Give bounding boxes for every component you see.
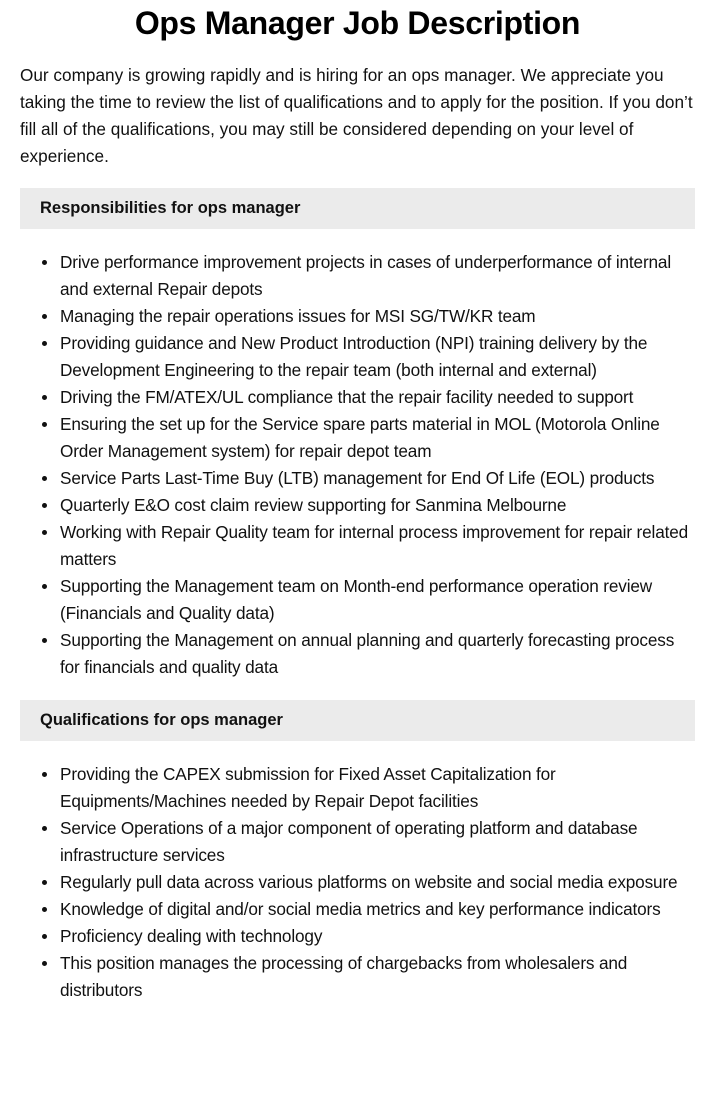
list-item: Providing guidance and New Product Introduction (NPI) training delivery by the Development Engineering to the repair team (both internal and external) [60, 330, 695, 384]
bullet-icon [42, 314, 47, 319]
responsibilities-list [20, 249, 695, 681]
bullet-icon [42, 503, 47, 508]
list-item: Regularly pull data across various platforms on website and social media exposure [60, 869, 695, 896]
list-item: Service Operations of a major component of operating platform and database infrastructure services [60, 815, 695, 869]
list-item: Managing the repair operations issues for MSI SG/TW/KR team [60, 303, 695, 330]
page-title: Ops Manager Job Description [134, 5, 581, 41]
intro-paragraph: Our company is growing rapidly and is hiring for an ops manager. We appreciate you taking the time to review the list of qualifications and to apply for the position. If you don’t fill all of the qualifications, you may still be considered depending on your level of experience. [20, 65, 693, 166]
bullet-icon [42, 880, 47, 885]
list-item: This position manages the processing of chargebacks from wholesalers and distributors [60, 950, 695, 1004]
list-item: Quarterly E&O cost claim review supporting for Sanmina Melbourne [60, 492, 695, 519]
bullet-icon [42, 638, 47, 643]
list-item: Providing the CAPEX submission for Fixed Asset Capitalization for Equipments/Machines needed by Repair Depot facilities [60, 761, 695, 815]
list-item: Proficiency dealing with technology [60, 923, 695, 950]
bullet-icon [42, 476, 47, 481]
list-item: Ensuring the set up for the Service spare parts material in MOL (Motorola Online Order Management system) for repair depot team [60, 411, 695, 465]
bullet-icon [42, 584, 47, 589]
bullet-icon [42, 530, 47, 535]
list-item: Supporting the Management on annual planning and quarterly forecasting process for financials and quality data [60, 627, 695, 681]
list-item: Service Parts Last-Time Buy (LTB) management for End Of Life (EOL) products [60, 465, 695, 492]
bullet-icon [42, 341, 47, 346]
qualifications-header [20, 700, 695, 741]
bullet-icon [42, 961, 47, 966]
list-item: Knowledge of digital and/or social media metrics and key performance indicators [60, 896, 695, 923]
responsibilities-heading: Responsibilities for ops manager [40, 199, 301, 217]
list-item: Supporting the Management team on Month-end performance operation review (Financials and Quality data) [60, 573, 695, 627]
list-item: Working with Repair Quality team for internal process improvement for repair related matters [60, 519, 695, 573]
qualifications-heading: Qualifications for ops manager [40, 711, 283, 729]
bullet-icon [42, 422, 47, 427]
bullet-icon [42, 907, 47, 912]
bullet-icon [42, 395, 47, 400]
bullet-icon [42, 772, 47, 777]
list-item: Driving the FM/ATEX/UL compliance that the repair facility needed to support [60, 384, 695, 411]
bullet-icon [42, 934, 47, 939]
bullet-icon [42, 260, 47, 265]
list-item: Drive performance improvement projects in cases of underperformance of internal and external Repair depots [60, 249, 695, 303]
responsibilities-header [20, 188, 695, 229]
bullet-icon [42, 826, 47, 831]
qualifications-list [20, 761, 695, 1004]
